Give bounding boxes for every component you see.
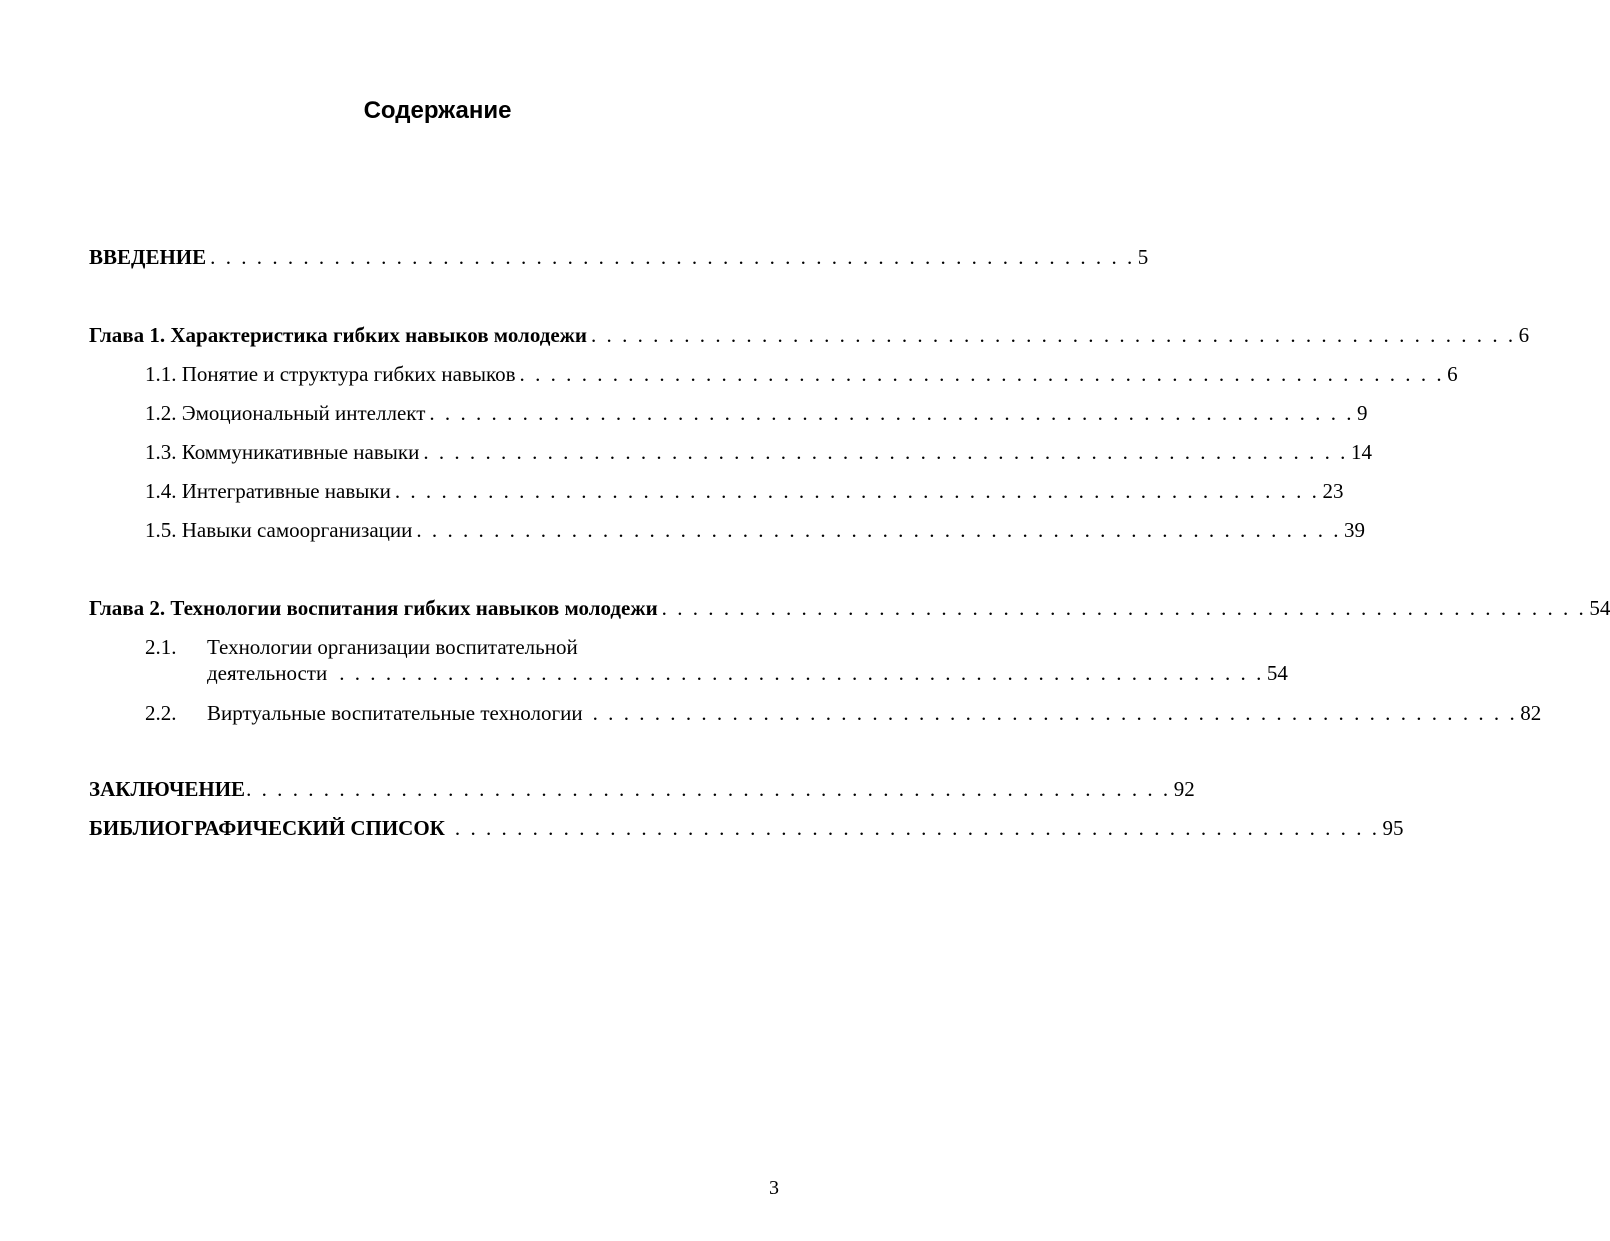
toc-label: 1.3. Коммуникативные навыки <box>145 440 420 464</box>
toc-leader: . . . . . . . . . . . . . . . . . . . . . . . . . . . . . . . . . . . . . . . . . . . . . . . . . . . . . . . . . . . . <box>591 323 1516 347</box>
toc-leader: . . . . . . . . . . . . . . . . . . . . . . . . . . . . . . . . . . . . . . . . . . . . . . . . . . . . . . . . . . . . <box>416 518 1342 542</box>
toc-label: 1.1. Понятие и структура гибких навыков <box>145 362 516 386</box>
toc-entry-2-2[interactable] <box>145 700 1542 726</box>
toc-label: Глава 2. Технологии воспитания гибких навыков молодежи <box>89 596 658 620</box>
toc-label: ЗАКЛЮЧЕНИЕ <box>89 777 246 801</box>
page-title: Содержание <box>363 97 512 124</box>
toc-label-line1: Технологии организации воспитательной <box>207 635 578 659</box>
toc-entry-2-1[interactable] <box>145 634 1288 686</box>
toc-leader: . . . . . . . . . . . . . . . . . . . . . . . . . . . . . . . . . . . . . . . . . . . . . . . . . . . . . . . . . . . . <box>423 440 1348 464</box>
toc-leader: . . . . . . . . . . . . . . . . . . . . . . . . . . . . . . . . . . . . . . . . . . . . . . . . . . . . . . . . . . . . <box>429 401 1355 425</box>
toc-page: 23 <box>1322 479 1344 503</box>
toc-number: 2.1. <box>145 635 177 659</box>
toc-entry-chapter-1[interactable] <box>89 322 1530 348</box>
toc-page: 6 <box>1447 362 1458 386</box>
page-number: 3 <box>769 1177 779 1199</box>
toc-entry-chapter-2[interactable] <box>89 595 1610 621</box>
toc-entry-1-2[interactable] <box>145 400 1368 426</box>
toc-leader: . . . . . . . . . . . . . . . . . . . . . . . . . . . . . . . . . . . . . . . . . . . . . . . . . . . . . . . . . . . . <box>394 479 1320 503</box>
toc-page: 54 <box>1266 661 1288 685</box>
toc-entry-bibliography[interactable] <box>89 815 1404 841</box>
toc-leader: . . . . . . . . . . . . . . . . . . . . . . . . . . . . . . . . . . . . . . . . . . . . . . . . . . . . . . . . . . . . <box>661 596 1587 620</box>
toc-leader: . . . . . . . . . . . . . . . . . . . . . . . . . . . . . . . . . . . . . . . . . . . . . . . . . . . . . . . . . . . . <box>339 661 1264 685</box>
toc-page: 92 <box>1173 777 1195 801</box>
toc-entry-conclusion[interactable] <box>89 776 1195 802</box>
toc-page: 82 <box>1520 701 1542 725</box>
toc-leader: . . . . . . . . . . . . . . . . . . . . . . . . . . . . . . . . . . . . . . . . . . . . . . . . . . . . . . . . . . . . <box>519 362 1445 386</box>
toc-page: 5 <box>1137 245 1149 269</box>
toc-entry-1-5[interactable] <box>145 517 1366 543</box>
toc-label: 1.5. Навыки самоорганизации <box>145 518 413 542</box>
toc-page: 6 <box>1518 323 1530 347</box>
toc-label: 1.2. Эмоциональный интеллект <box>145 401 426 425</box>
toc-page: 95 <box>1382 816 1404 840</box>
toc-leader: . . . . . . . . . . . . . . . . . . . . . . . . . . . . . . . . . . . . . . . . . . . . . . . . . . . . . . . . . . . . <box>454 816 1380 840</box>
toc-page: 54 <box>1589 596 1610 620</box>
toc-page: 14 <box>1350 440 1372 464</box>
toc-label: ВВЕДЕНИЕ <box>89 245 207 269</box>
toc-page: 39 <box>1344 518 1366 542</box>
toc-label: Виртуальные воспитательные технологии <box>207 701 583 725</box>
toc-entry-1-3[interactable] <box>145 439 1372 465</box>
toc-label-line2: деятельности <box>207 661 328 685</box>
toc-leader: . . . . . . . . . . . . . . . . . . . . . . . . . . . . . . . . . . . . . . . . . . . . . . . . . . . . . . . . . . . . <box>592 701 1518 725</box>
toc-entry-1-1[interactable] <box>145 361 1458 387</box>
toc-number: 2.2. <box>145 701 177 725</box>
toc-leader: . . . . . . . . . . . . . . . . . . . . . . . . . . . . . . . . . . . . . . . . . . . . . . . . . . . . . . . . . . . . <box>246 777 1171 801</box>
toc-label: Глава 1. Характеристика гибких навыков молодежи <box>89 323 588 347</box>
toc-page: 9 <box>1357 401 1368 425</box>
toc-entry-1-4[interactable] <box>145 478 1344 504</box>
toc-label: 1.4. Интегративные навыки <box>145 479 391 503</box>
toc-label: БИБЛИОГРАФИЧЕСКИЙ СПИСОК <box>89 816 445 840</box>
toc-entry-intro[interactable] <box>89 244 1149 270</box>
toc-leader: . . . . . . . . . . . . . . . . . . . . . . . . . . . . . . . . . . . . . . . . . . . . . . . . . . . . . . . . . . . . <box>210 245 1135 269</box>
